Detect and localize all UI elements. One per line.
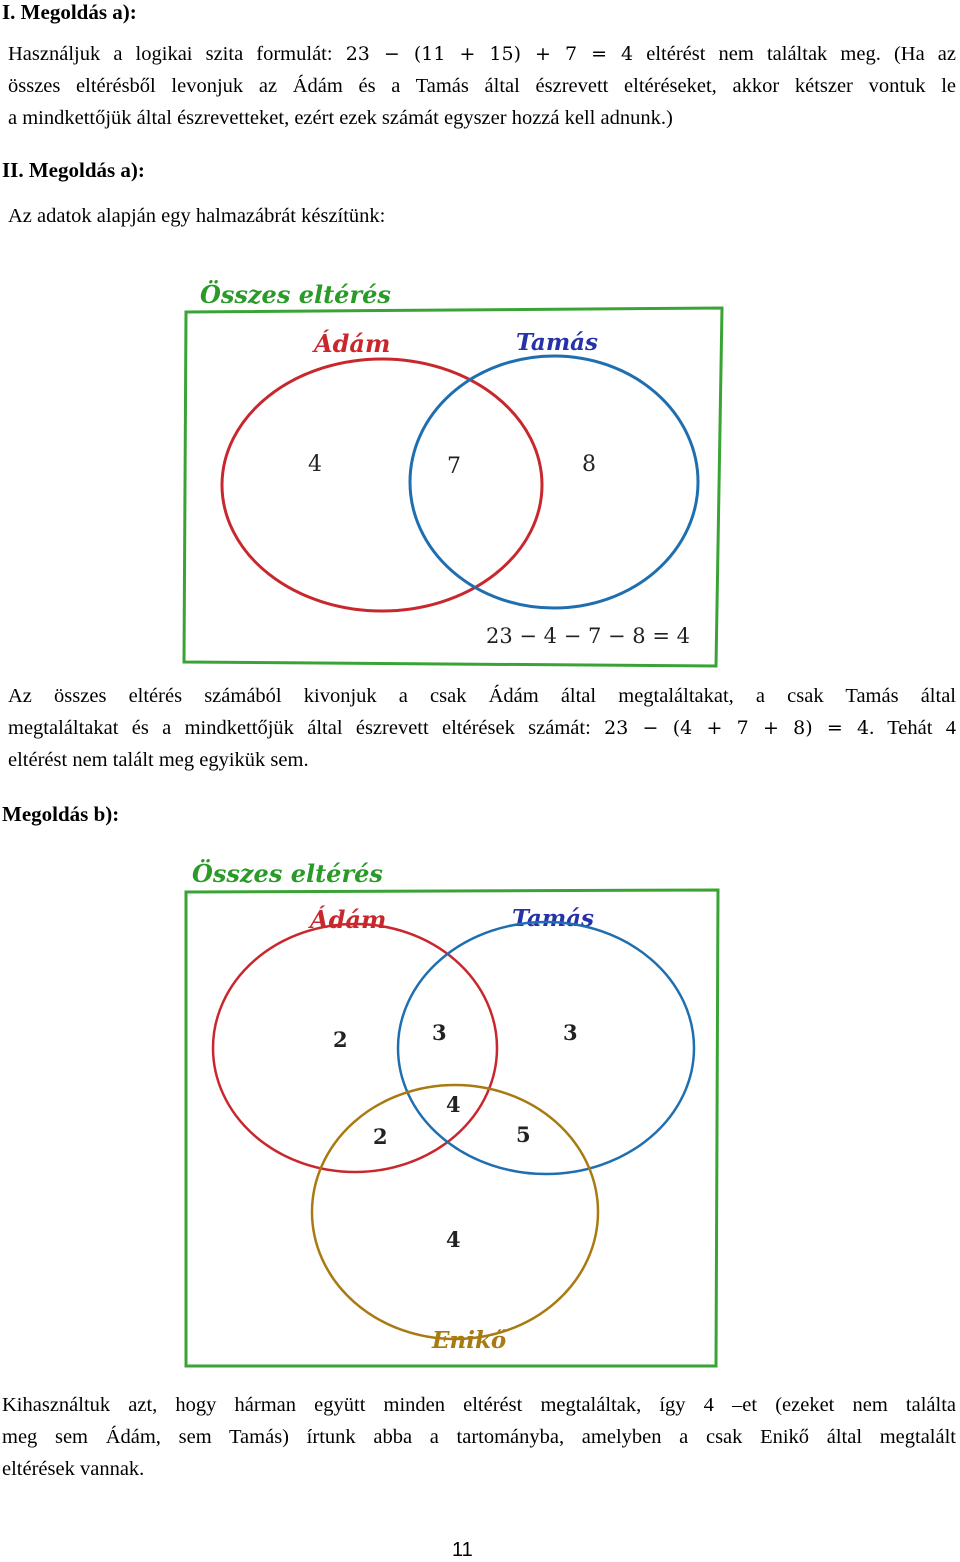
section2-intro: Az adatok alapján egy halmazábrát készítünk: <box>8 205 386 227</box>
region-a-and-c: 2 <box>373 1124 388 1149</box>
section2-line2 <box>8 712 956 744</box>
region-only-b-b: 3 <box>563 1020 578 1045</box>
set-b-label-b: Tamás <box>512 905 595 932</box>
set-a-label-b: Ádám <box>310 905 387 934</box>
section1-line1-tail: eltérést nem találtak meg. (Ha az <box>633 43 956 65</box>
region-only-a: 4 <box>308 452 322 477</box>
section1-paragraph <box>8 38 956 134</box>
universe-rectangle-b <box>186 890 718 1366</box>
outside-expression: 23 − 4 − 7 − 8 = 4 <box>486 624 690 648</box>
section3-heading: Megoldás b): <box>2 802 120 826</box>
set-a-circle-b <box>213 924 497 1172</box>
universe-label-b: Összes eltérés <box>192 859 383 888</box>
subtraction-formula: 23 − (4 + 7 + 8) = 4 <box>604 717 870 739</box>
section2-heading: II. Megoldás a): <box>2 158 145 182</box>
section2-paragraph <box>8 680 956 776</box>
section2-line2-tail: . Tehát 4 <box>869 717 957 739</box>
set-c-label: Enikő <box>432 1327 507 1354</box>
venn-diagram-three-sets <box>0 850 960 1370</box>
section3-paragraph <box>2 1389 956 1485</box>
set-b-circle-b <box>398 922 694 1174</box>
section1-line2: összes eltérésből levonjuk az Ádám és a Tamás által észrevett eltéréseket, akkor kétszer vontuk le <box>8 75 956 97</box>
section3-line2: meg sem Ádám, sem Tamás) írtunk abba a tartományba, amelyben a csak Enikő által megtalált <box>2 1426 956 1448</box>
page-number: 11 <box>452 1539 473 1561</box>
set-a-circle <box>222 359 542 611</box>
section1-line1 <box>8 38 956 70</box>
section2-line1: Az összes eltérés számából kivonjuk a csak Ádám által megtaláltakat, a csak Tamás által <box>8 685 956 707</box>
section3-line3: eltérések vannak. <box>2 1458 145 1480</box>
set-b-label: Tamás <box>516 329 599 356</box>
region-all-three: 4 <box>446 1092 461 1117</box>
region-only-b: 8 <box>582 452 596 477</box>
sieve-formula: 23 − (11 + 15) + 7 = 4 <box>345 43 634 65</box>
section2-line2-text: megtaláltakat és a mindkettőjük által észrevett eltérések számát: <box>8 717 605 739</box>
set-b-circle <box>410 356 698 608</box>
section2-line3: eltérést nem talált meg egyikük sem. <box>8 749 309 771</box>
section1-heading: I. Megoldás a): <box>2 0 137 24</box>
section1-line3: a mindkettőjük által észrevetteket, ezért ezek számát egyszer hozzá kell adnunk.) <box>8 107 673 129</box>
section3-line1: Kihasználtuk azt, hogy hárman együtt minden eltérést megtaláltak, így 4 –et (ezeket nem találta <box>2 1394 956 1416</box>
region-a-and-b: 7 <box>447 454 461 479</box>
region-b-and-c: 5 <box>516 1122 531 1147</box>
universe-rectangle <box>184 308 722 666</box>
region-a-and-b-b: 3 <box>432 1020 447 1045</box>
section1-line1-text: Használjuk a logikai szita formulát: <box>8 43 346 65</box>
universe-label: Összes eltérés <box>200 280 391 309</box>
venn-diagram-two-sets <box>0 270 960 680</box>
set-a-label: Ádám <box>314 329 391 358</box>
region-only-c: 4 <box>446 1227 461 1252</box>
set-c-circle <box>312 1085 598 1339</box>
region-only-a-b: 2 <box>333 1027 348 1052</box>
